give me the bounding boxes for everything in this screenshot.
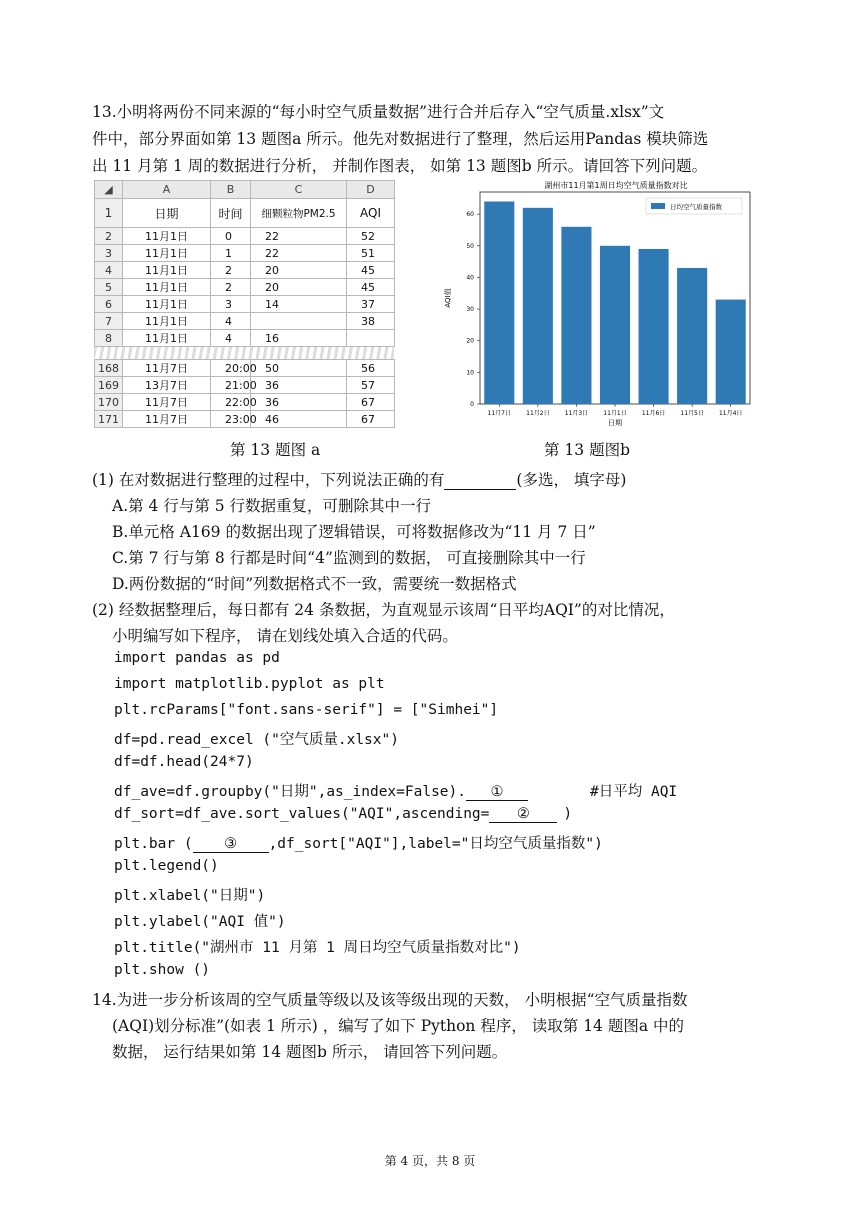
q13-intro-line-1: 13.小明将两份不同来源的“每小时空气质量数据”进行合并后存入“空气质量.xlsx”文 [92,103,665,121]
table-row [95,296,395,313]
table-cell: 50 [251,360,347,377]
x-tick-label: 11月2日 [526,410,550,417]
y-tick-label: 40 [466,274,474,282]
header-cell: 细颗粒物PM2.5 [251,199,347,228]
q14-line-3: 数据， 运行结果如第 14 题图b 所示， 请回答下列问题。 [112,1043,508,1061]
table-row [95,360,395,377]
code-comment: #日平均 AQI [590,784,678,800]
code-line: plt.xlabel("日期") [114,888,266,904]
header-cell: 时间 [211,199,251,228]
code-line: df=df.head(24*7) [114,754,254,770]
part1-stem-note: (多选， 填字母) [516,471,627,489]
q14-line-1: 14.为进一步分析该周的空气质量等级以及该等级出现的天数， 小明根据“空气质量指数 [92,991,688,1009]
table-cell: 11月1日 [123,228,211,245]
bar [600,246,630,404]
bar [677,268,707,404]
x-tick-label: 11月5日 [680,410,704,417]
table-cell: 46 [251,411,347,428]
table-cell: 22 [251,245,347,262]
table-cell: 36 [251,394,347,411]
column-letters-row [95,181,395,199]
table-cell: 11月7日 [123,360,211,377]
table-cell: 13月7日 [123,377,211,394]
x-tick-label: 11月4日 [718,410,743,417]
option-c: C.第 7 行与第 8 行都是时间“4”监测到的数据， 可直接删除其中一行 [112,549,586,567]
caption-figure-a: 第 13 题图 a [230,441,321,459]
table-cell: 11月1日 [123,279,211,296]
y-tick-label: 0 [470,401,474,408]
code-text: plt.bar ( [114,836,193,852]
bar-chart [436,178,766,428]
q13-intro-line-2: 件中，部分界面如第 13 题图a 所示。他先对数据进行了整理，然后运用Pandas 模块筛选 [92,130,709,148]
header-cell: 日期 [123,199,211,228]
table-cell: 2 [211,279,251,296]
q13-intro-line-3: 出 11 月第 1 周的数据进行分析， 并制作图表， 如第 13 题图b 所示。请回答下列问题。 [92,157,708,175]
header-cell: AQI [347,199,395,228]
y-tick-label: 30 [466,306,474,314]
row-number: 6 [95,296,123,313]
table-cell: 20 [251,279,347,296]
code-line: plt.ylabel("AQI 值") [114,914,286,930]
table-cell: 11月7日 [123,411,211,428]
chart-title: 湖州市11月第1周日均空气质量指数对比 [544,181,688,190]
spreadsheet-figure [94,180,394,426]
code-line: import pandas as pd [114,650,280,666]
table-cell [251,313,347,330]
code-line: import matplotlib.pyplot as plt [114,676,385,692]
table-cell: 51 [347,245,395,262]
torn-edge [94,347,394,359]
bar [523,208,553,404]
row-number: 171 [95,411,123,428]
table-row [95,262,395,279]
table-row [95,411,395,428]
table-row [95,245,395,262]
table-row [95,228,395,245]
table-row [95,330,395,347]
blank-3[interactable]: ③ [193,836,269,853]
x-tick-label: 11月3日 [564,410,589,417]
row-number: 168 [95,360,123,377]
q14-line-2: (AQI)划分标准”(如表 1 所示) ，编写了如下 Python 程序， 读取第 14 题图a 中的 [112,1017,685,1035]
part2-stem-line-2: 小明编写如下程序， 请在划线处填入合适的代码。 [112,627,458,645]
spreadsheet-table-bottom [94,359,395,428]
code-text: ) [563,806,573,822]
row-number: 7 [95,313,123,330]
table-row [95,394,395,411]
table-row [95,279,395,296]
table-cell: 20 [251,262,347,279]
code-line-blank-3 [114,832,603,853]
code-line: plt.title("湖州市 11 月第 1 周日均空气质量指数对比") [114,940,521,956]
option-d: D.两份数据的“时间”列数据格式不一致，需要统一数据格式 [112,575,517,593]
code-line: plt.show () [114,962,211,978]
table-cell: 67 [347,411,395,428]
table-row [95,377,395,394]
code-line: df=pd.read_excel ("空气质量.xlsx") [114,732,399,748]
row-number: 8 [95,330,123,347]
code-text: ,df_sort["AQI"],label="日均空气质量指数") [268,836,603,852]
option-a: A.第 4 行与第 5 行数据重复，可删除其中一行 [112,497,432,515]
bar [639,249,669,404]
row-number: 169 [95,377,123,394]
row-number: 170 [95,394,123,411]
col-letter: B [211,181,251,199]
table-cell: 67 [347,394,395,411]
option-b: B.单元格 A169 的数据出现了逻辑错误，可将数据修改为“11 月 7 日” [112,523,596,541]
answer-blank[interactable] [444,471,516,490]
code-line: plt.legend() [114,858,219,874]
x-tick-label: 11月1日 [603,410,627,417]
spreadsheet-table-top [94,180,395,347]
table-cell: 45 [347,262,395,279]
table-cell: 16 [251,330,347,347]
page-footer: 第 4 页，共 8 页 [384,1154,476,1168]
y-tick-label: 20 [466,337,474,345]
table-cell: 11月1日 [123,245,211,262]
table-cell: 1 [211,245,251,262]
table-cell: 45 [347,279,395,296]
y-tick-label: 60 [466,211,474,219]
row-number: 5 [95,279,123,296]
table-cell: 11月1日 [123,313,211,330]
x-tick-label: 11月6日 [641,410,666,417]
code-line: plt.rcParams["font.sans-serif"] = ["Simhei"] [114,702,499,718]
table-cell: 23:00 [211,411,251,428]
col-letter: A [123,181,211,199]
blank-1[interactable]: ① [466,784,528,801]
code-line-blank-2 [114,806,572,823]
table-cell: 11月1日 [123,262,211,279]
part1-stem-text: (1) 在对数据进行整理的过程中，下列说法正确的有 [92,471,445,489]
table-cell: 11月1日 [123,296,211,313]
col-letter: C [251,181,347,199]
blank-2[interactable]: ② [489,806,557,823]
table-cell: 20:00 [211,360,251,377]
table-cell: 3 [211,296,251,313]
part2-stem-line-1: (2) 经数据整理后，每日都有 24 条数据，为直观显示该周“日平均AQI”的对比情况， [92,601,675,619]
bar [716,300,746,404]
table-cell: 11月7日 [123,394,211,411]
row-number: 1 [95,199,123,228]
table-row [95,313,395,330]
row-number: 3 [95,245,123,262]
table-cell: 14 [251,296,347,313]
table-cell: 2 [211,262,251,279]
table-cell: 22:00 [211,394,251,411]
table-cell [347,330,395,347]
table-cell: 57 [347,377,395,394]
table-cell: 22 [251,228,347,245]
col-letter: D [347,181,395,199]
corner-cell: ◢ [95,181,123,199]
legend [646,198,742,214]
bar [561,227,591,404]
y-axis-label: AQI值 [444,288,452,308]
header-row [95,199,395,228]
row-number: 4 [95,262,123,279]
code-line-blank-1 [114,780,677,801]
code-text: df_sort=df_ave.sort_values("AQI",ascending= [114,806,490,822]
y-tick-label: 10 [466,369,474,377]
table-cell: 38 [347,313,395,330]
table-cell: 52 [347,228,395,245]
x-axis-label: 日期 [608,419,622,427]
table-cell: 11月1日 [123,330,211,347]
legend-label: 日均空气质量指数 [670,203,722,211]
table-cell: 37 [347,296,395,313]
bar [484,201,514,404]
row-number: 2 [95,228,123,245]
table-cell: 4 [211,313,251,330]
table-cell: 21:00 [211,377,251,394]
table-cell: 4 [211,330,251,347]
table-cell: 36 [251,377,347,394]
part1-stem [92,468,626,490]
table-cell: 0 [211,228,251,245]
table-cell: 56 [347,360,395,377]
x-tick-label: 11月7日 [487,410,512,417]
y-tick-label: 50 [466,242,474,250]
code-text: df_ave=df.groupby("日期",as_index=False). [114,784,467,800]
caption-figure-b: 第 13 题图b [544,441,630,459]
